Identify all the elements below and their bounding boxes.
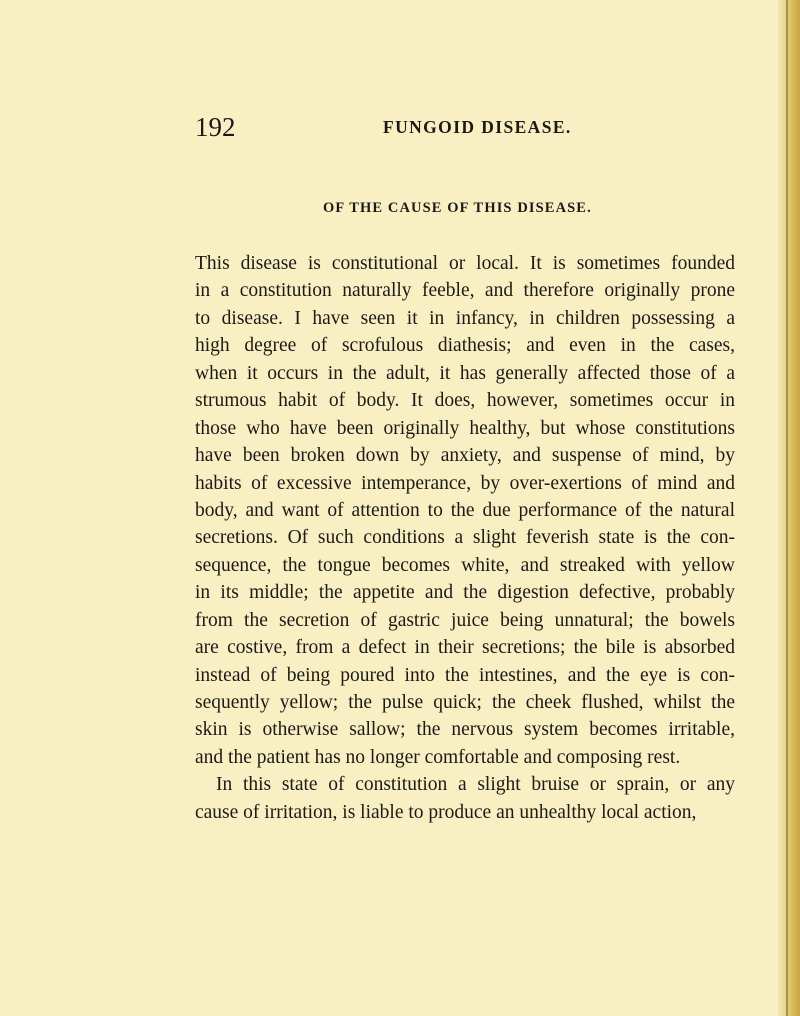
text-line: In this state of constitution a slight bruise or sprain, or any [216, 774, 735, 796]
text-line: when it occurs in the adult, it has generally affected those of a [195, 362, 735, 384]
text-line: have been broken down by anxiety, and suspense of mind, by [195, 445, 735, 467]
text-line: habits of excessive intemperance, by over-exertions of mind and [195, 472, 735, 494]
text-line: cause of irritation, is liable to produce an unhealthy local action, [195, 801, 697, 823]
text-line: skin is otherwise sallow; the nervous system becomes irritable, [195, 719, 735, 741]
text-line: sequently yellow; the pulse quick; the cheek flushed, whilst the [195, 692, 735, 713]
text-line: This disease is constitutional or local. It is sometimes founded [195, 253, 735, 274]
text-line: are costive, from a defect in their secretions; the bile is absorbed [195, 637, 735, 659]
text-line: in its middle; the appetite and the digestion defective, probably [195, 582, 735, 604]
page-edge [778, 0, 800, 1016]
text-line: in a constitution naturally feeble, and therefore originally prone [195, 280, 735, 302]
page-edge-line [786, 0, 788, 1016]
text-line: secretions. Of such conditions a slight feverish state is the con- [195, 527, 735, 549]
section-title: OF THE CAUSE OF THIS DISEASE. [323, 200, 592, 216]
page-number: 192 [195, 112, 236, 142]
body-text [195, 250, 735, 826]
text-line: and the patient has no longer comfortable and composing rest. [195, 746, 681, 768]
text-line: those who have been originally healthy, but whose constitutions [195, 417, 735, 439]
text-line: from the secretion of gastric juice being unnatural; the bowels [195, 609, 735, 631]
text-line: strumous habit of body. It does, however, sometimes occur in [195, 390, 735, 412]
text-line: body, and want of attention to the due performance of the natural [195, 499, 735, 521]
text-line: to disease. I have seen it in infancy, in children possessing a [195, 307, 735, 329]
text-line: sequence, the tongue becomes white, and streaked with yellow [195, 554, 735, 576]
text-line: high degree of scrofulous diathesis; and even in the cases, [195, 335, 735, 357]
text-line: instead of being poured into the intestines, and the eye is con- [195, 664, 735, 686]
running-head: FUNGOID DISEASE. [383, 117, 572, 137]
